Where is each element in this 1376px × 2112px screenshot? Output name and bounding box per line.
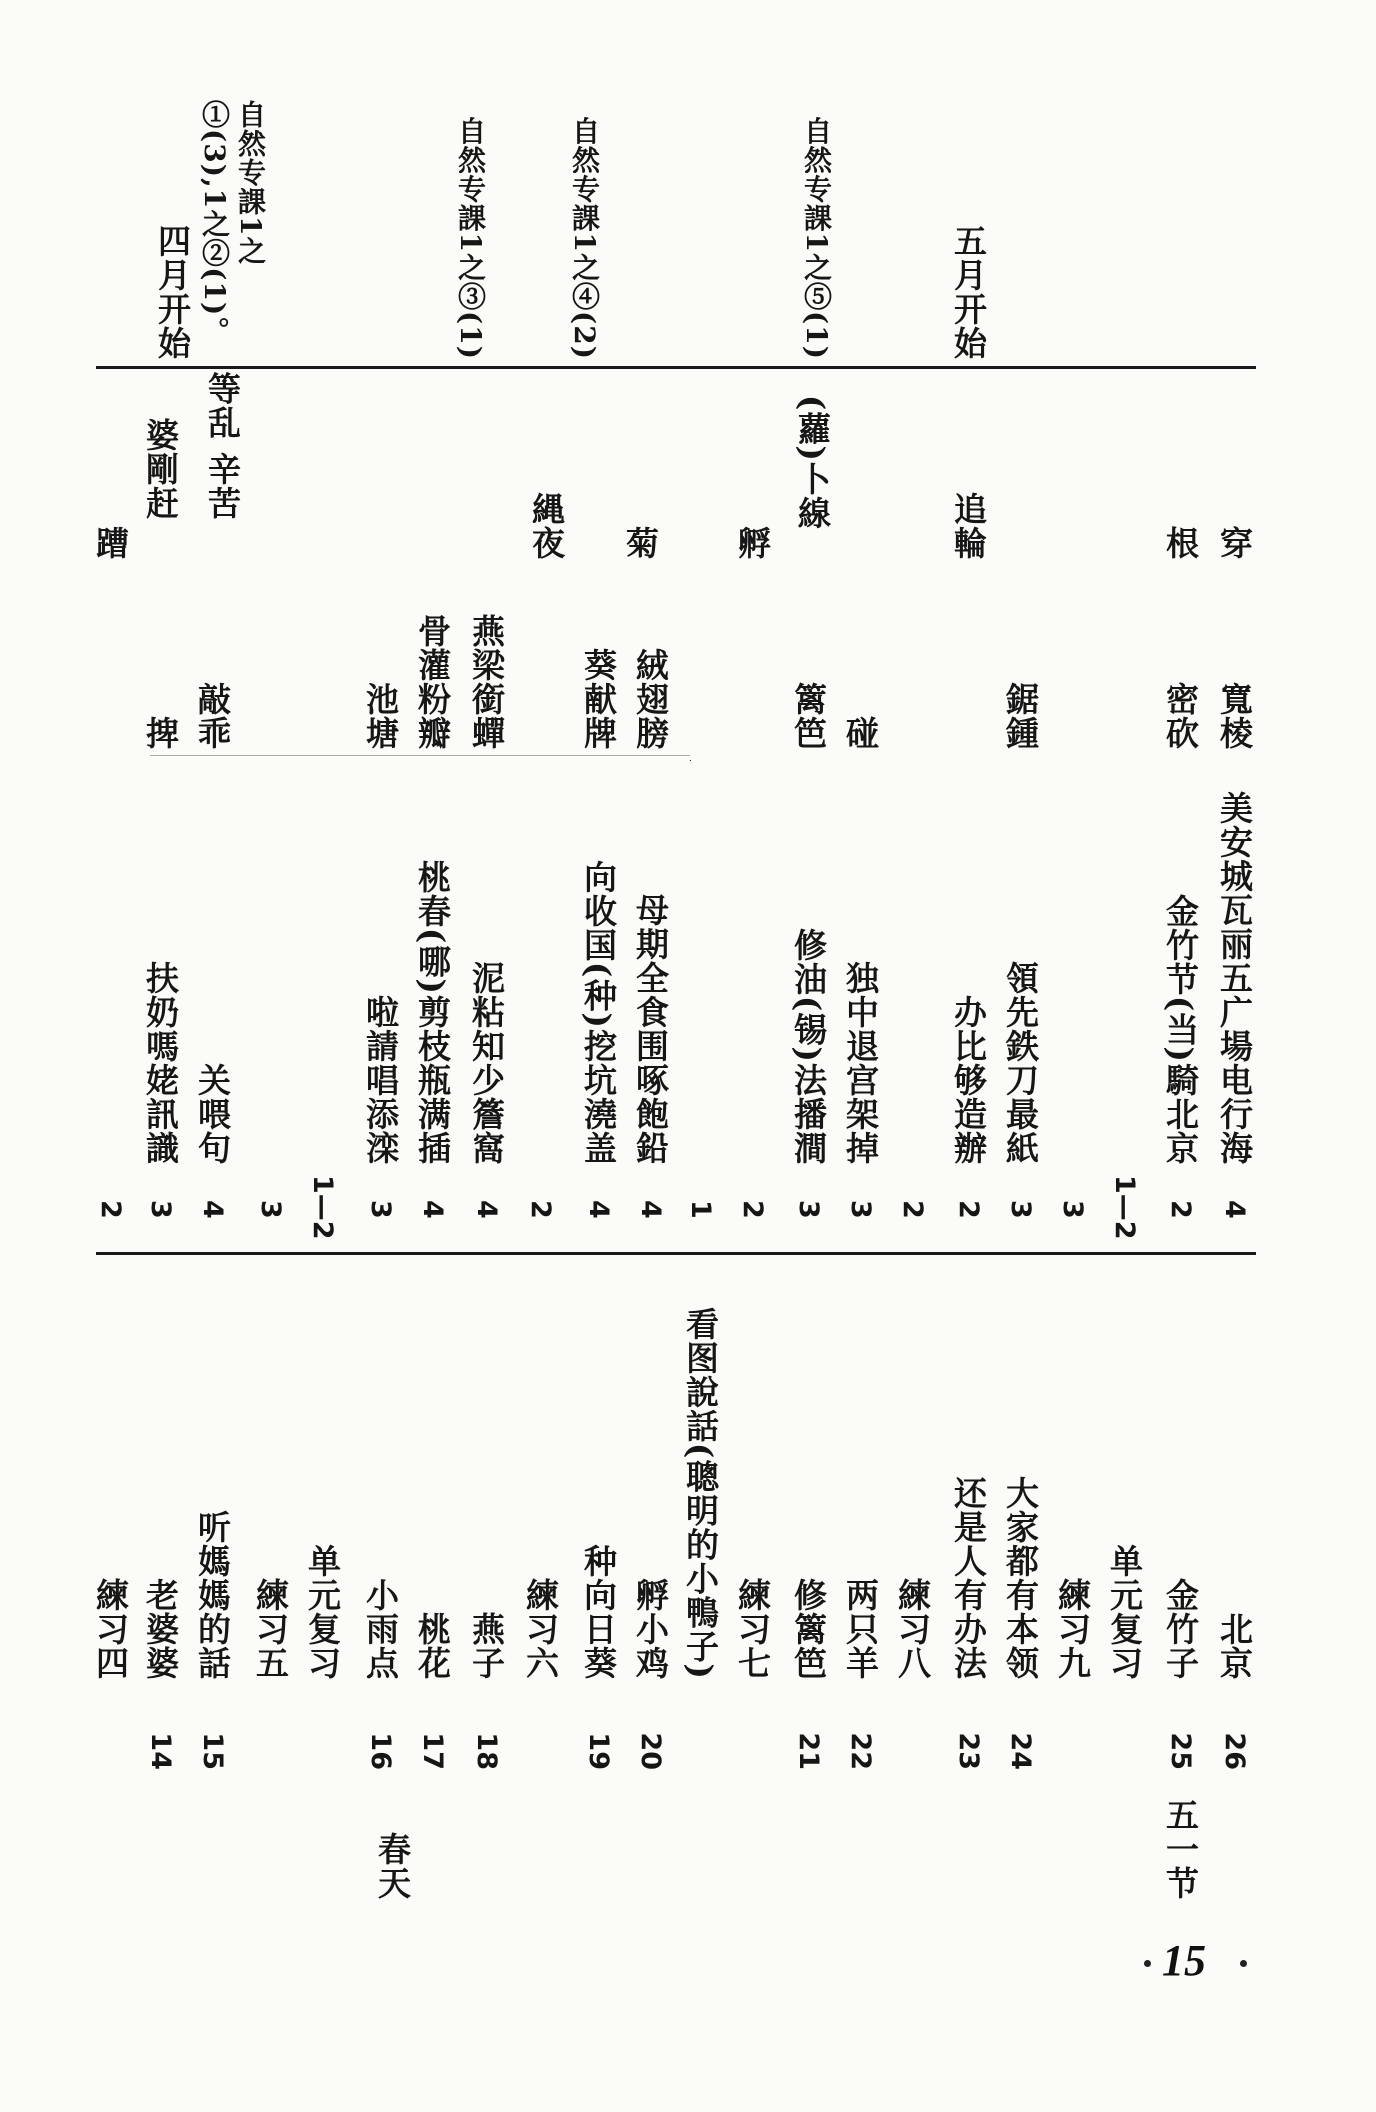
header-recog: 蹧 [91, 526, 130, 560]
row-title: 練习九 [1053, 1578, 1092, 1680]
row-hours: 3 [365, 1200, 396, 1219]
row-recog-chars: 縄夜 [527, 492, 566, 560]
row-hours: 3 [1005, 1200, 1036, 1219]
row-title: 还是人有办法 [949, 1476, 988, 1680]
row-hours: 3 [1057, 1200, 1088, 1219]
row-title: 大家都有本领 [1001, 1476, 1040, 1680]
row-write-chars: 敲乖 [193, 682, 232, 750]
row-hours: 2 [525, 1200, 556, 1219]
row-title: 桃花 [413, 1612, 452, 1680]
row-title: 練习七 [733, 1578, 772, 1680]
row-hours: 4 [197, 1200, 228, 1219]
row-recog-chars: 菊 [621, 526, 660, 560]
row-note: 四月开始 [153, 224, 192, 360]
row-hours: 1—2 [307, 1175, 338, 1240]
row-no: 14 [145, 1732, 176, 1770]
row-write-chars: 鋸鍾 [1001, 682, 1040, 750]
row-recog-chars: 穿 [1215, 526, 1254, 560]
table-rule-thin-1 [150, 755, 690, 756]
page-number-dot-right [1240, 1960, 1247, 1967]
row-write-chars: 絨翅膀 [631, 648, 670, 750]
row-no: 22 [845, 1732, 876, 1770]
row-no: 19 [583, 1732, 614, 1770]
row-write-chars: 池塘 [361, 682, 400, 750]
row-write-chars: 篱笆 [789, 682, 828, 750]
row-hours: 3 [255, 1200, 286, 1219]
row-read-chars: 泥粘知少簷窩 [467, 961, 506, 1165]
page-number: 15 [1162, 1936, 1206, 1985]
row-read-chars: 独中退宫架掉 [841, 961, 880, 1165]
row-title: 練习六 [521, 1578, 560, 1680]
row-hours: 1—2 [1109, 1175, 1140, 1240]
row-hours: 2 [1165, 1200, 1196, 1219]
row-read-chars: 美安城瓦丽五广場电行海 [1215, 791, 1254, 1165]
table-rule-mid [96, 1252, 1256, 1255]
row-hours: 2 [897, 1200, 928, 1219]
row-no: 26 [1219, 1732, 1250, 1770]
row-read-chars: 母期全食围啄飽鉛 [631, 893, 670, 1165]
row-read-chars: 修油(锡)法播澗 [789, 927, 828, 1165]
row-recog-chars: 根 [1161, 526, 1200, 560]
row-title: 練习四 [91, 1578, 130, 1680]
row-write-chars: 碰 [841, 716, 880, 750]
unit-label: 春天 [373, 1832, 412, 1900]
row-title: 听媽媽的話 [193, 1510, 232, 1680]
row-hours: 4 [1219, 1200, 1250, 1219]
row-write-chars: 捭 [141, 716, 180, 750]
row-recog-chars: 追輪 [949, 492, 988, 560]
row-no: 25 [1165, 1732, 1196, 1770]
row-recog-chars: 等乱 辛苦 [203, 371, 242, 520]
row-no: 20 [635, 1732, 666, 1770]
row-title: 老婆婆 [141, 1578, 180, 1680]
row-title: 看图說話(聰明的小鴨子) [681, 1306, 720, 1680]
row-hours: 4 [471, 1200, 502, 1219]
row-title: 燕子 [467, 1612, 506, 1680]
row-read-chars: 金竹节(当)騎北京 [1161, 893, 1200, 1165]
row-read-chars: 領先鉄刀最紙 [1001, 961, 1040, 1165]
row-recog-chars: (蘿)卜線 [793, 394, 832, 530]
row-note: 自然专課1之③(1) [454, 116, 487, 360]
row-read-chars: 向收国(种)挖坑澆盖 [579, 859, 618, 1165]
row-title: 小雨点 [361, 1578, 400, 1680]
row-no: 18 [471, 1732, 502, 1770]
row-read-chars: 桃春(哪)剪枝瓶满插 [413, 859, 452, 1165]
row-hours: 4 [417, 1200, 448, 1219]
table-rule-top [96, 366, 1256, 369]
row-hours: 2 [737, 1200, 768, 1219]
row-title: 練习八 [893, 1578, 932, 1680]
unit-label: 五一节 [1161, 1798, 1200, 1900]
row-no: 16 [365, 1732, 396, 1770]
row-hours: 1 [685, 1200, 716, 1219]
row-recog-chars: 孵 [733, 526, 772, 560]
row-hours: 3 [145, 1200, 176, 1219]
row-title: 練习五 [251, 1578, 290, 1680]
row-no: 17 [417, 1732, 448, 1770]
row-hours: 4 [635, 1200, 666, 1219]
row-title: 金竹子 [1161, 1578, 1200, 1680]
row-write-chars: 骨灌粉瓣 [413, 614, 452, 750]
table-rule-thin-2 [690, 760, 691, 761]
row-note: 自然专課1之①(3),1之②(1)。 [198, 100, 267, 346]
row-note: 自然专課1之④(2) [568, 116, 601, 360]
row-title: 修篱笆 [789, 1578, 828, 1680]
row-title: 两只羊 [841, 1578, 880, 1680]
row-no: 21 [793, 1732, 824, 1770]
page-number-dot-left [1144, 1960, 1151, 1967]
row-title: 种向日葵 [579, 1544, 618, 1680]
row-title: 单元复习 [303, 1544, 342, 1680]
row-note: 自然专課1之⑤(1) [800, 116, 833, 360]
row-no: 15 [197, 1732, 228, 1770]
row-write-chars: 燕梁銜蟬 [467, 614, 506, 750]
row-title: 北京 [1215, 1612, 1254, 1680]
row-write-chars: 葵献牌 [579, 648, 618, 750]
row-title: 单元复习 [1105, 1544, 1144, 1680]
row-read-chars: 办比够造辦 [949, 995, 988, 1165]
row-hours: 4 [583, 1200, 614, 1219]
row-no: 23 [953, 1732, 984, 1770]
row-hours: 2 [95, 1200, 126, 1219]
row-title: 孵小鸡 [631, 1578, 670, 1680]
row-read-chars: 关喂句 [193, 1063, 232, 1165]
row-note: 五月开始 [949, 224, 988, 360]
row-write-chars: 寬棱 [1215, 682, 1254, 750]
row-hours: 3 [793, 1200, 824, 1219]
row-hours: 2 [953, 1200, 984, 1219]
row-write-chars: 密砍 [1161, 682, 1200, 750]
row-read-chars: 扶奶嗎姥訊識 [141, 961, 180, 1165]
row-read-chars: 啦請唱添滦 [361, 995, 400, 1165]
row-no: 24 [1005, 1732, 1036, 1770]
row-recog-chars: 婆剛赶 [141, 418, 180, 520]
row-hours: 3 [845, 1200, 876, 1219]
